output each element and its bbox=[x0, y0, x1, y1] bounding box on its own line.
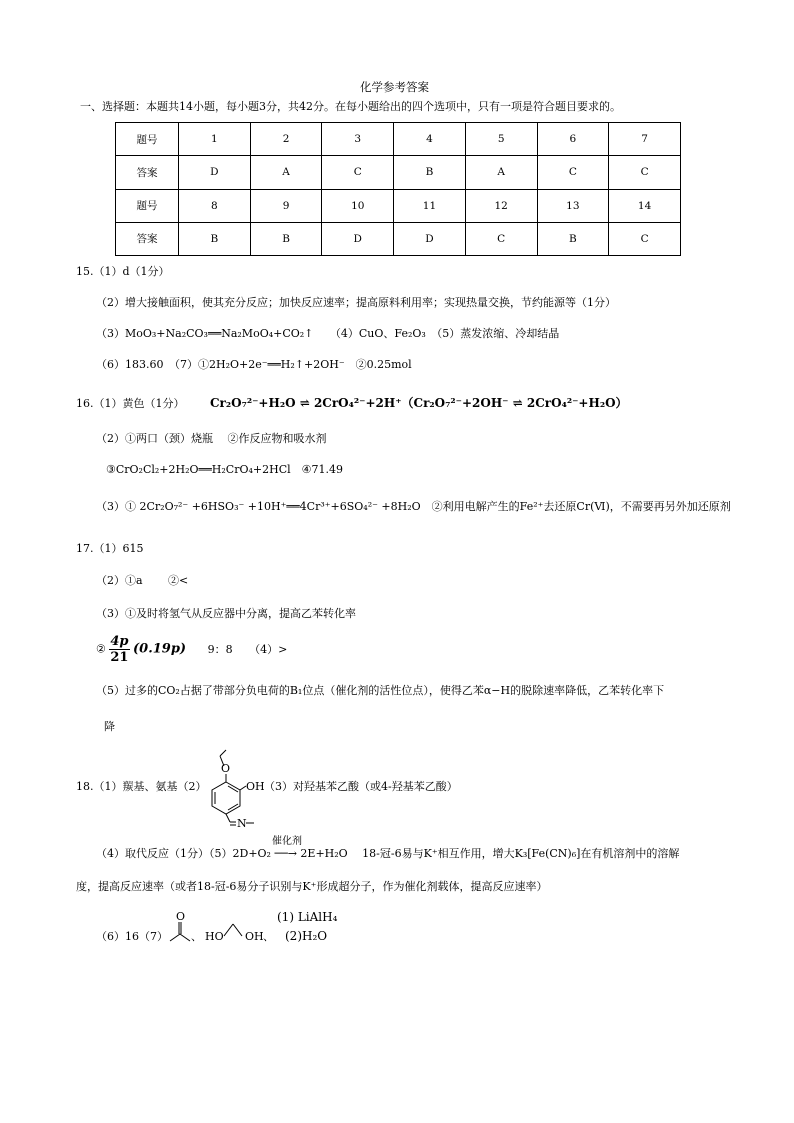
q17-line-2: （2）①a ②< bbox=[96, 574, 189, 587]
table-cell: C bbox=[465, 222, 537, 255]
reagent-step-1: (1) LiAlH₄ bbox=[277, 910, 338, 924]
table-cell: D bbox=[322, 222, 394, 255]
reagent-step-2: (2)H₂O bbox=[285, 929, 328, 943]
q16-line-2: （2）①两口（颈）烧瓶 ②作反应物和吸水剂 bbox=[96, 432, 327, 445]
q15-line-1: 15.（1）d（1分） bbox=[76, 265, 170, 278]
table-row bbox=[116, 222, 681, 255]
table-cell: 10 bbox=[322, 189, 394, 222]
table-cell: 12 bbox=[465, 189, 537, 222]
table-cell: 5 bbox=[465, 123, 537, 156]
diol-ho-label: HO bbox=[205, 930, 224, 943]
q18-line-2: （4）取代反应（1分）（5）2D+O₂ ──→ 2E+H₂O 18-冠-6易与K⁺相互作用，增大K₃[Fe(CN)₆]在有机溶剂中的溶解 bbox=[96, 847, 680, 860]
table-cell: 1 bbox=[179, 123, 251, 156]
o-label: O bbox=[176, 910, 186, 923]
table-cell: 3 bbox=[322, 123, 394, 156]
q17-line-6: 降 bbox=[104, 720, 115, 733]
table-cell: B bbox=[537, 222, 609, 255]
q17-line-4 bbox=[96, 634, 287, 665]
table-cell: D bbox=[394, 222, 466, 255]
table-cell: C bbox=[322, 156, 394, 189]
table-cell: D bbox=[179, 156, 251, 189]
q15-line-3: （3）MoO₃+Na₂CO₃══Na₂MoO₄+CO₂↑ （4）CuO、Fe₂O₃ （5）蒸发浓缩、冷却结晶 bbox=[96, 327, 560, 340]
table-cell: 6 bbox=[537, 123, 609, 156]
table-cell: C bbox=[609, 156, 681, 189]
q18-line-4-prefix: （6）16（7） bbox=[96, 930, 168, 943]
q16-prefix: 16.（1）黄色（1分） bbox=[76, 397, 185, 410]
q15-line-4: （6）183.60 （7）①2H₂O+2e⁻══H₂↑+2OH⁻ ②0.25mol bbox=[96, 358, 412, 371]
circled-number: ② bbox=[96, 642, 106, 656]
q18-prefix: 18.（1）羰基、氨基（2） bbox=[76, 780, 207, 793]
paren-expression: (0.19p) bbox=[133, 641, 187, 657]
table-cell: 7 bbox=[609, 123, 681, 156]
table-cell: 4 bbox=[394, 123, 466, 156]
table-row bbox=[116, 123, 681, 156]
q15-line-2: （2）增大接触面积，使其充分反应；加快反应速率；提高原料利用率；实现热量交换，节约能源等（1分） bbox=[96, 296, 616, 309]
answer-table bbox=[115, 122, 681, 256]
separator: 、 bbox=[191, 930, 202, 943]
table-cell: 答案 bbox=[116, 156, 179, 189]
q17-line-5: （5）过多的CO₂占据了带部分负电荷的B₁位点（催化剂的活性位点），使得乙苯α−H的脱除速率降低，乙苯转化率下 bbox=[96, 684, 665, 697]
table-cell: B bbox=[250, 222, 322, 255]
table-cell: B bbox=[394, 156, 466, 189]
q17-line-3: （3）①及时将氢气从反应器中分离，提高乙苯转化率 bbox=[96, 607, 356, 620]
q16-line-1 bbox=[76, 396, 628, 411]
table-cell: C bbox=[609, 222, 681, 255]
section-heading: 一、选择题：本题共14小题，每小题3分，共42分。在每小题给出的四个选项中，只有一项是符合题目要求的。 bbox=[80, 100, 621, 113]
equilibrium-equation: Cr₂O₇²⁻+H₂O ⇌ 2CrO₄²⁻+2H⁺（Cr₂O₇²⁻+2OH⁻ ⇌ 2CrO₄²⁻+H₂O） bbox=[210, 396, 628, 410]
table-cell: 13 bbox=[537, 189, 609, 222]
table-cell: 题号 bbox=[116, 123, 179, 156]
table-cell: 11 bbox=[394, 189, 466, 222]
q18-line-1-suffix: （3）对羟基苯乙酸（或4-羟基苯乙酸） bbox=[264, 780, 458, 793]
fraction bbox=[109, 634, 129, 665]
catalyst-label: 催化剂 bbox=[272, 836, 302, 847]
page-title: 化学参考答案 bbox=[360, 80, 429, 94]
table-cell: 8 bbox=[179, 189, 251, 222]
acetone-structure bbox=[168, 910, 192, 944]
diol-oh-label: OH bbox=[245, 930, 264, 943]
table-cell: 9 bbox=[250, 189, 322, 222]
fraction-denominator: 21 bbox=[110, 650, 129, 665]
fraction-numerator: 4p bbox=[110, 634, 129, 649]
separator: 、 bbox=[263, 930, 274, 943]
n-label: N bbox=[237, 817, 247, 830]
table-cell: C bbox=[537, 156, 609, 189]
table-cell: 答案 bbox=[116, 222, 179, 255]
q16-line-4: （3）① 2Cr₂O₇²⁻ +6HSO₃⁻ +10H⁺══4Cr³⁺+6SO₄²⁻ +8H₂O ②利用电解产生的Fe²⁺去还原Cr(Ⅵ)，不需要再另外加还原剂 bbox=[96, 500, 731, 513]
table-row bbox=[116, 156, 681, 189]
table-cell: A bbox=[250, 156, 322, 189]
oh-label: OH bbox=[246, 780, 265, 793]
table-cell: 题号 bbox=[116, 189, 179, 222]
table-cell: B bbox=[179, 222, 251, 255]
q16-line-3: ③CrO₂Cl₂+2H₂O══H₂CrO₄+2HCl ④71.49 bbox=[106, 463, 343, 476]
q17-line-1: 17.（1）615 bbox=[76, 542, 144, 555]
svg-text:O: O bbox=[221, 762, 231, 775]
table-row bbox=[116, 189, 681, 222]
q17-ratio: 9：8 （4）> bbox=[207, 642, 288, 656]
q18-line-3: 度，提高反应速率（或者18-冠-6易分子识别与K⁺形成超分子，作为催化剂载体，提高反应速率） bbox=[76, 880, 548, 893]
table-cell: A bbox=[465, 156, 537, 189]
table-cell: 14 bbox=[609, 189, 681, 222]
table-cell: 2 bbox=[250, 123, 322, 156]
benzene-structure bbox=[200, 748, 270, 828]
